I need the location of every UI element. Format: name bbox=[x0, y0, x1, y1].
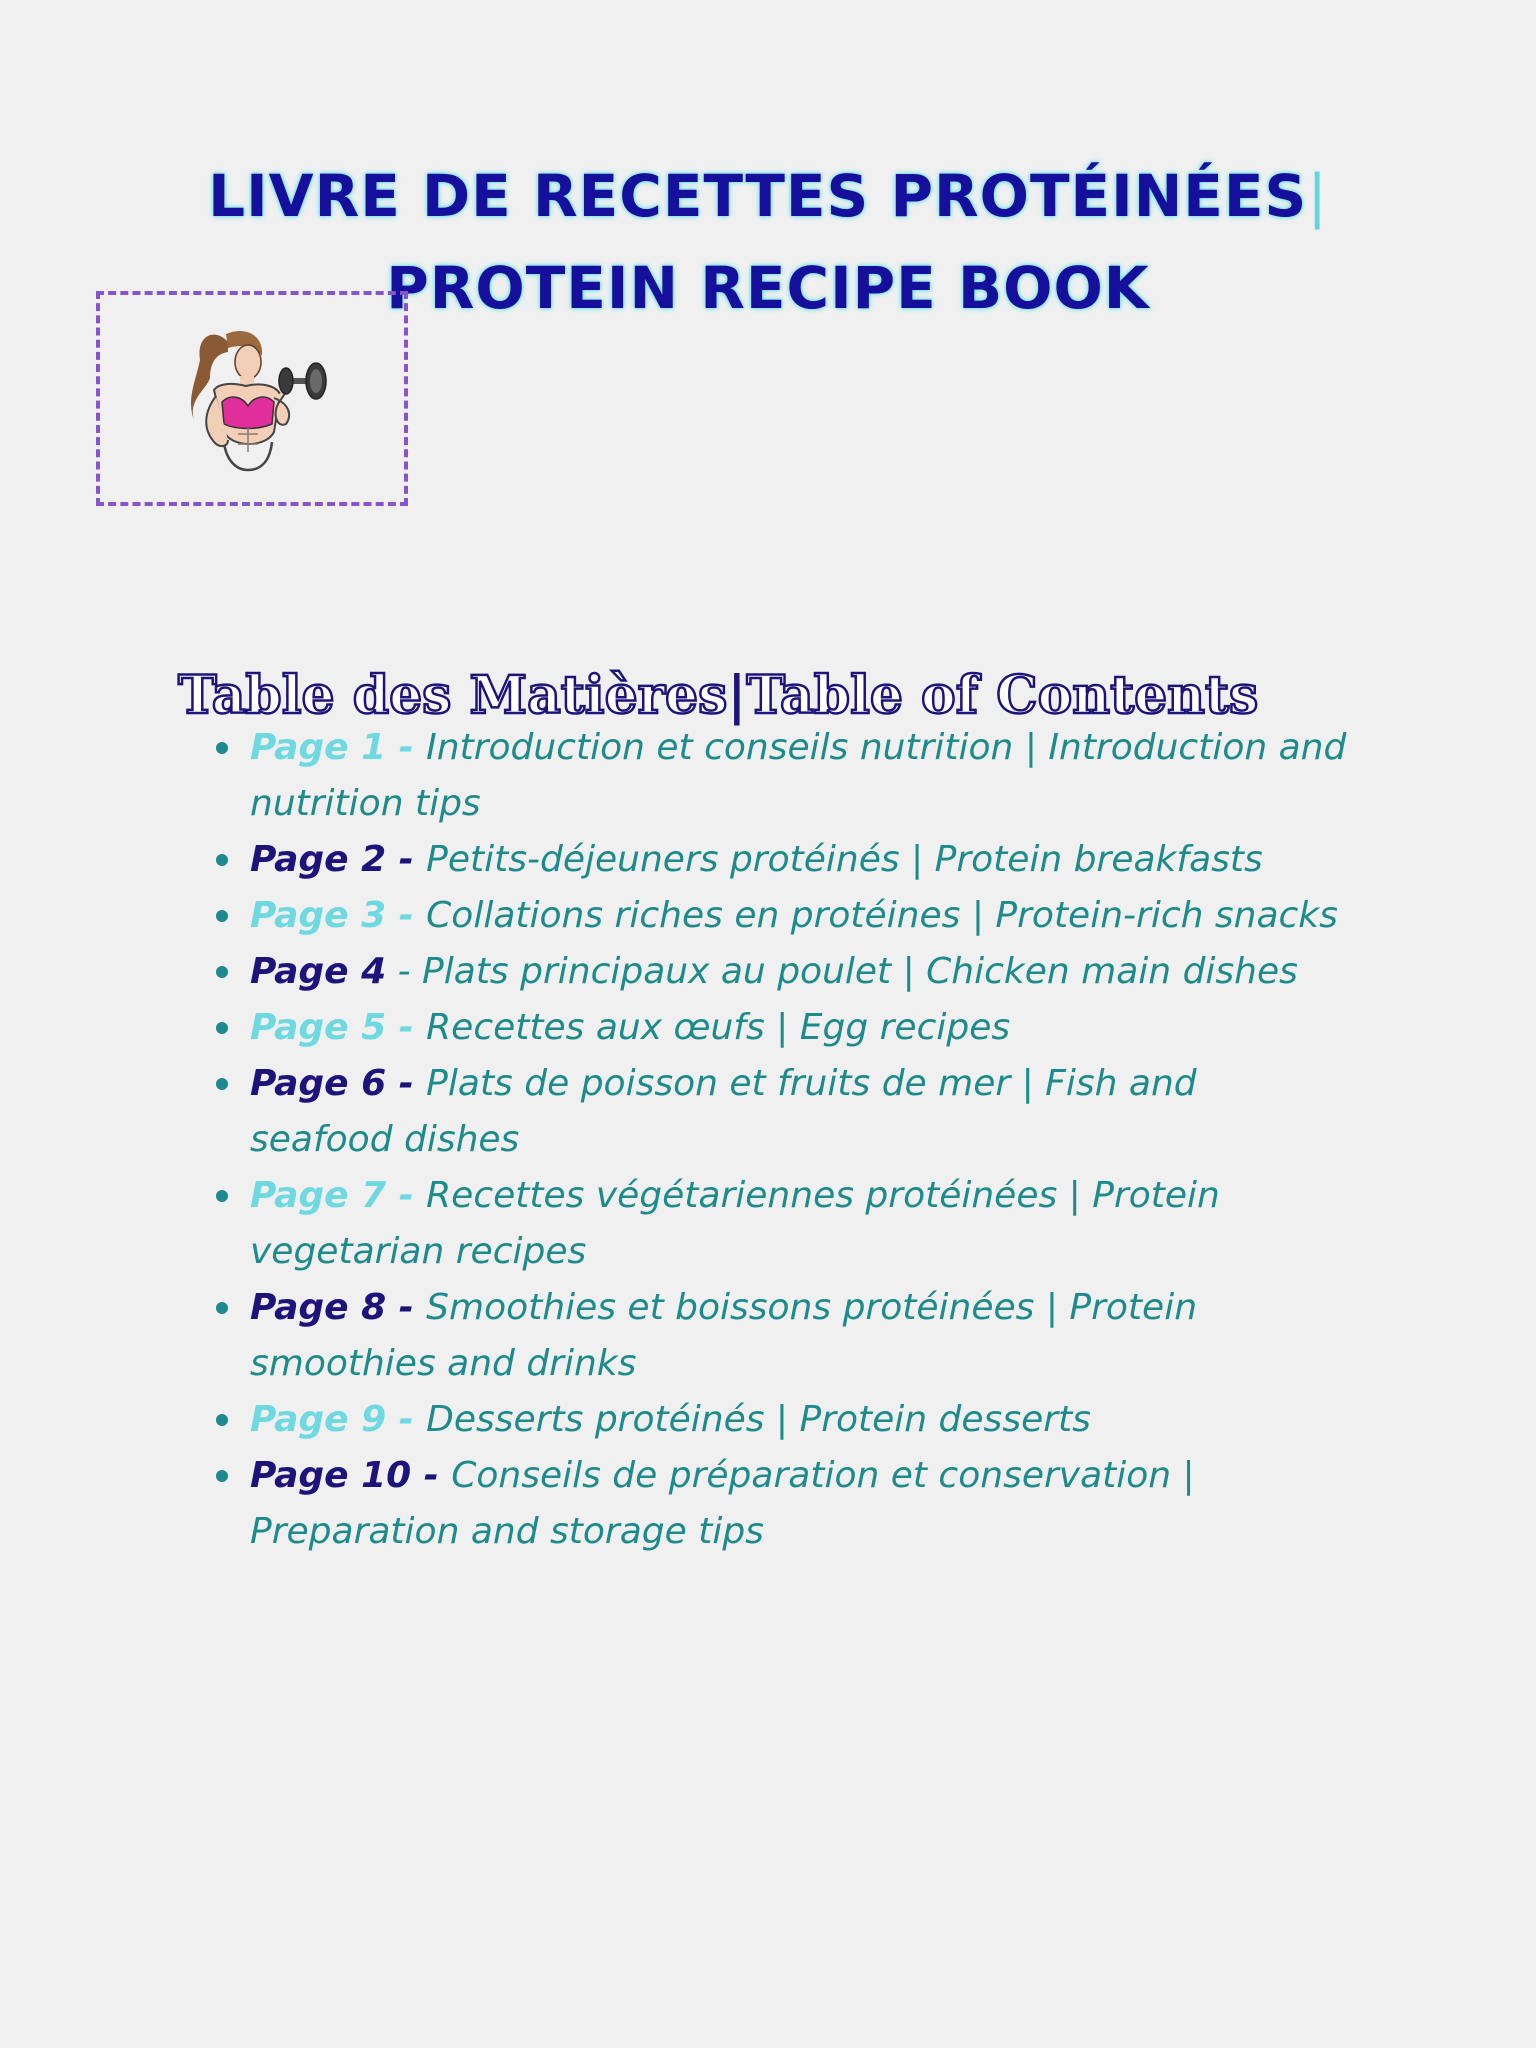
toc-page-number: Page 8 bbox=[250, 1287, 387, 1328]
toc-item bbox=[250, 1000, 1350, 1056]
toc-page-number: Page 3 bbox=[250, 895, 387, 936]
toc-item-text: Plats principaux au poulet | Chicken main dishes bbox=[422, 951, 1298, 992]
toc-dash: - bbox=[386, 1399, 427, 1440]
toc-item-text: Plats de poisson et fruits de mer | Fish and seafood dishes bbox=[250, 1063, 1197, 1160]
toc-dash: - bbox=[386, 1175, 427, 1216]
toc-item-text: Recettes végétariennes protéinées | Protein vegetarian recipes bbox=[250, 1175, 1220, 1272]
toc-heading-french: Table des Matières bbox=[178, 665, 728, 726]
toc-dash: - bbox=[386, 1287, 427, 1328]
title-english: PROTEIN RECIPE BOOK bbox=[386, 254, 1150, 322]
toc-page-number: Page 4 bbox=[250, 951, 387, 992]
toc-item-text: Conseils de préparation et conservation | Preparation and storage tips bbox=[250, 1455, 1195, 1552]
toc-dash: - bbox=[386, 895, 427, 936]
toc-item bbox=[250, 1448, 1350, 1560]
toc-item bbox=[250, 1056, 1350, 1168]
toc-list bbox=[210, 720, 1350, 1560]
toc-heading-english: Table of Contents bbox=[746, 665, 1259, 726]
toc-page-number: Page 1 bbox=[250, 727, 387, 768]
toc-item bbox=[250, 1392, 1350, 1448]
toc-item bbox=[250, 1168, 1350, 1280]
toc-item bbox=[250, 888, 1350, 944]
toc-item bbox=[250, 1280, 1350, 1392]
toc-page-number: Page 9 bbox=[250, 1399, 387, 1440]
toc-item-text: Introduction et conseils nutrition | Introduction and nutrition tips bbox=[250, 727, 1347, 824]
toc-page-number: Page 5 bbox=[250, 1007, 387, 1048]
toc-item bbox=[250, 832, 1350, 888]
toc-item-text: Desserts protéinés | Protein desserts bbox=[426, 1399, 1091, 1440]
toc-dash: - bbox=[411, 1455, 452, 1496]
toc-heading-separator: | bbox=[727, 665, 747, 726]
toc-page-number: Page 7 bbox=[250, 1175, 387, 1216]
toc-dash: - bbox=[386, 727, 427, 768]
title-french: LIVRE DE RECETTES PROTÉINÉES bbox=[208, 162, 1308, 230]
toc-dash: - bbox=[386, 1007, 427, 1048]
toc-item bbox=[250, 720, 1350, 832]
woman-lifting-dumbbell-icon bbox=[166, 320, 346, 485]
toc-page-number: Page 10 bbox=[250, 1455, 412, 1496]
toc-dash: - bbox=[386, 1063, 427, 1104]
toc-item-text: Petits-déjeuners protéinés | Protein breakfasts bbox=[426, 839, 1263, 880]
toc-page-number: Page 2 bbox=[250, 839, 387, 880]
title-separator: | bbox=[1307, 162, 1328, 230]
toc-page-number: Page 6 bbox=[250, 1063, 387, 1104]
toc-dash: - bbox=[386, 951, 423, 992]
toc-item-text: Recettes aux œufs | Egg recipes bbox=[426, 1007, 1011, 1048]
toc-dash: - bbox=[386, 839, 427, 880]
logo-frame bbox=[96, 291, 408, 506]
toc-item-text: Collations riches en protéines | Protein-rich snacks bbox=[426, 895, 1338, 936]
toc-item bbox=[250, 944, 1350, 1000]
toc-item-text: Smoothies et boissons protéinées | Protein smoothies and drinks bbox=[250, 1287, 1198, 1384]
